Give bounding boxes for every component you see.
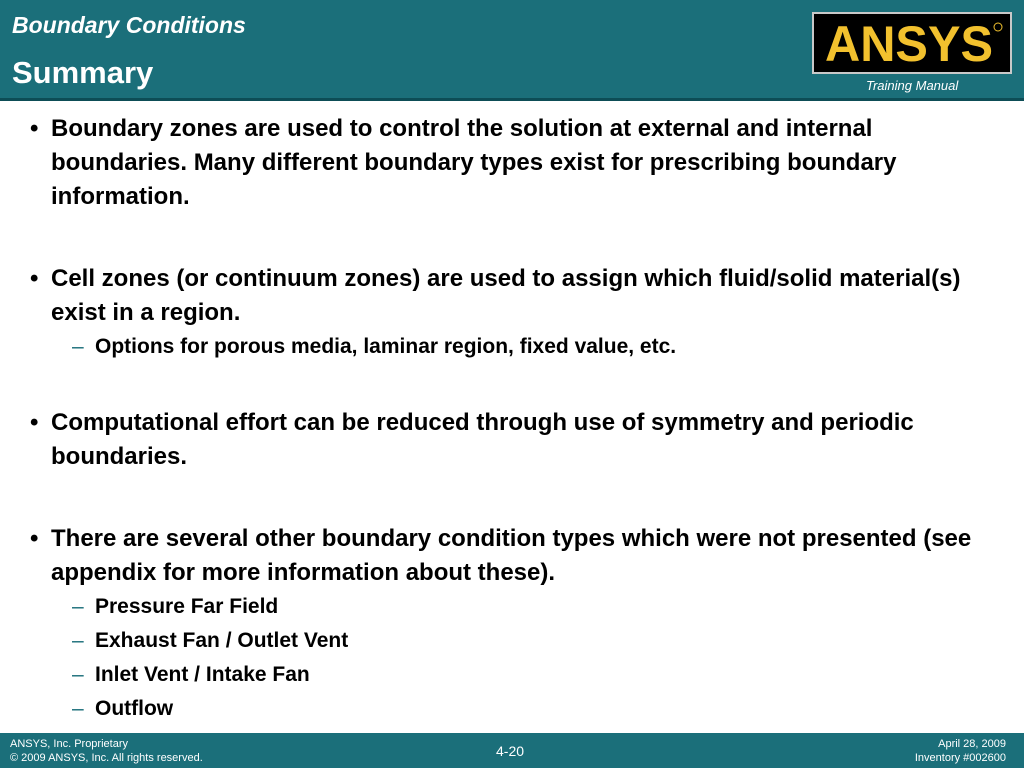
bullet-dot: • bbox=[30, 115, 39, 142]
section-title: Boundary Conditions bbox=[12, 12, 246, 38]
training-manual-label: Training Manual bbox=[866, 78, 959, 93]
footer-copyright: © 2009 ANSYS, Inc. All rights reserved. bbox=[10, 752, 203, 764]
dash-marker: – bbox=[72, 595, 84, 618]
footer-bar bbox=[0, 733, 1024, 768]
sub-bullet-text: Outflow bbox=[95, 697, 174, 720]
bullet-computational-effort bbox=[30, 406, 1005, 474]
footer-right bbox=[915, 737, 1006, 765]
sub-bullet-text: Inlet Vent / Intake Fan bbox=[95, 663, 310, 686]
dash-marker: – bbox=[72, 697, 84, 720]
dash-marker: – bbox=[72, 629, 84, 652]
sub-bullet-porous-options bbox=[30, 330, 1005, 364]
sub-bullet-text: Pressure Far Field bbox=[95, 595, 279, 618]
header-bar bbox=[0, 0, 1024, 98]
footer-proprietary: ANSYS, Inc. Proprietary bbox=[10, 738, 128, 750]
page-number: 4-20 bbox=[496, 743, 525, 759]
dash-marker: – bbox=[72, 335, 84, 358]
bullet-boundary-zones bbox=[30, 112, 1005, 214]
bullet-text: Computational effort can be reduced through use of symmetry and periodic boundaries. bbox=[51, 409, 914, 470]
dash-marker: – bbox=[72, 663, 84, 686]
bullet-dot: • bbox=[30, 525, 39, 552]
footer-inventory: Inventory #002600 bbox=[914, 752, 1006, 764]
bullet-dot: • bbox=[30, 409, 39, 436]
ansys-logo bbox=[812, 12, 1012, 74]
content-area bbox=[30, 112, 1005, 726]
sub-bullet-text: Exhaust Fan / Outlet Vent bbox=[95, 629, 349, 652]
sub-bullet-text: Options for porous media, laminar region, fixed value, etc. bbox=[95, 335, 677, 358]
bullet-dot: • bbox=[30, 265, 39, 292]
footer-left bbox=[10, 737, 203, 765]
ansys-logo-icon bbox=[819, 18, 1005, 68]
sub-bullet-exhaust-fan bbox=[30, 624, 1005, 658]
footer-date: April 28, 2009 bbox=[938, 738, 1006, 750]
bullet-text: There are several other boundary condition types which were not presented (see appendix for more information about these). bbox=[51, 525, 972, 586]
bullet-text: Boundary zones are used to control the solution at external and internal boundaries. Many different boundary types exist for prescribing boundary information. bbox=[51, 115, 897, 210]
sub-bullet-outflow bbox=[30, 692, 1005, 726]
bullet-cell-zones bbox=[30, 262, 1005, 330]
ansys-logo-text: ANSYS bbox=[825, 18, 993, 68]
header-divider bbox=[0, 98, 1024, 101]
sub-bullet-inlet-vent bbox=[30, 658, 1005, 692]
page-title: Summary bbox=[12, 55, 154, 90]
bullet-text: Cell zones (or continuum zones) are used to assign which fluid/solid material(s) exist in a region. bbox=[51, 265, 961, 326]
sub-bullet-pressure-far-field bbox=[30, 590, 1005, 624]
bullet-other-bc-types bbox=[30, 522, 1005, 590]
